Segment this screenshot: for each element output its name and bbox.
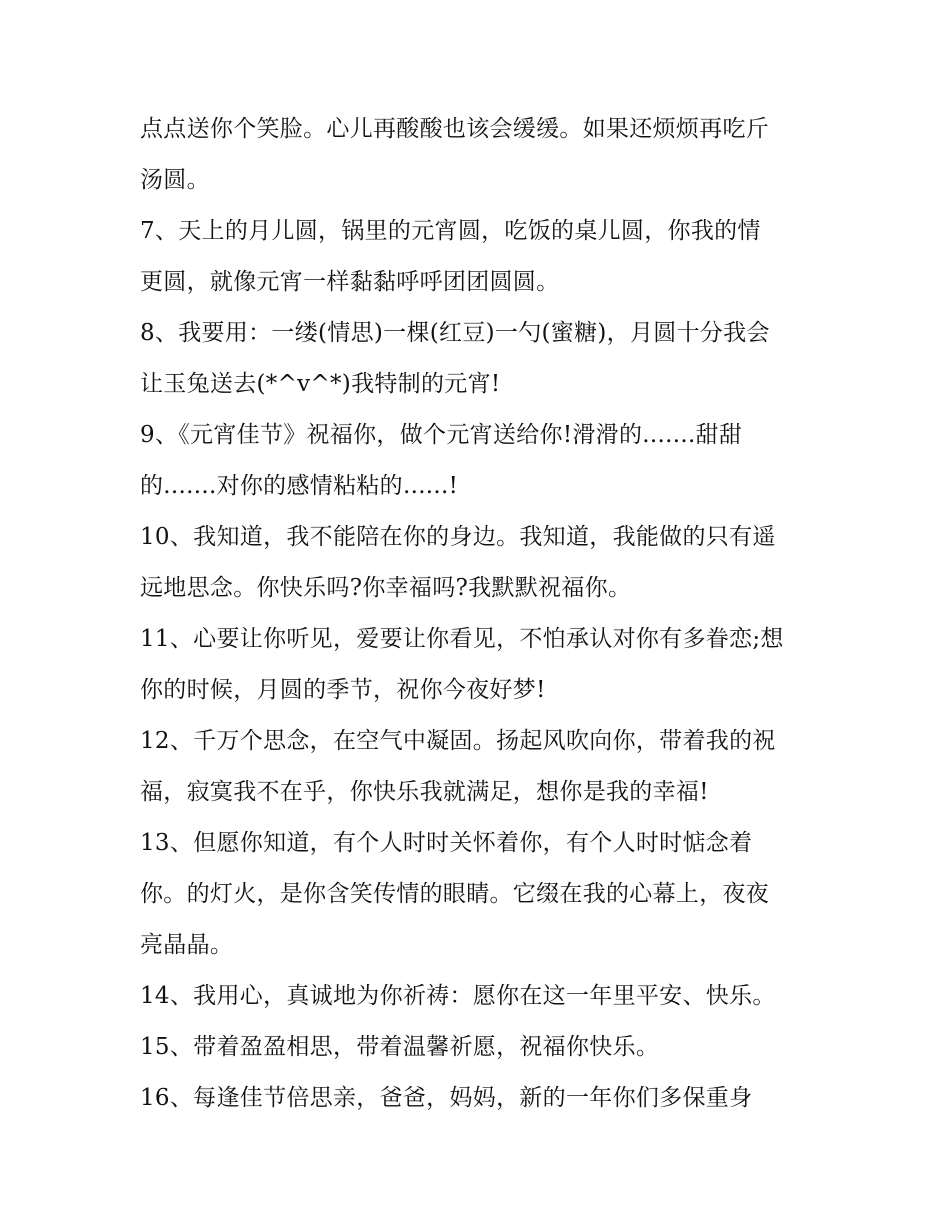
text-line: 你的时候，月圆的季节，祝你今夜好梦! [140, 677, 546, 703]
text-line: 的.......对你的感情粘粘的......! [140, 473, 459, 499]
text-line: 亮晶晶。 [140, 932, 234, 958]
text-line: 15、带着盈盈相思，带着温馨祈愿，祝福你快乐。 [140, 1034, 660, 1060]
text-line: 远地思念。你快乐吗?你幸福吗?我默默祝福你。 [140, 575, 632, 601]
text-line: 福，寂寞我不在乎，你快乐我就满足，想你是我的幸福! [140, 779, 709, 805]
text-line: 9、《元宵佳节》祝福你，做个元宵送给你!滑滑的.......甜甜 [140, 422, 743, 448]
text-line: 让玉兔送去(*^v^*)我特制的元宵! [140, 371, 501, 397]
text-line: 16、每逢佳节倍思亲，爸爸，妈妈，新的一年你们多保重身 [140, 1085, 753, 1111]
text-line: 8、我要用：一缕(情思)一棵(红豆)一勺(蜜糖)，月圆十分我会 [140, 320, 770, 346]
text-line: 7、天上的月儿圆，锅里的元宵圆，吃饭的桌儿圆，你我的情 [140, 218, 761, 244]
text-line: 点点送你个笑脸。心儿再酸酸也该会缓缓。如果还烦烦再吃斤 [140, 116, 770, 142]
text-line: 汤圆。 [140, 167, 210, 193]
text-line: 更圆，就像元宵一样黏黏呼呼团团圆圆。 [140, 269, 560, 295]
text-line: 12、千万个思念，在空气中凝固。扬起风吹向你，带着我的祝 [140, 728, 776, 754]
text-line: 10、我知道，我不能陪在你的身边。我知道，我能做的只有遥 [140, 524, 776, 550]
text-line: 你。的灯火，是你含笑传情的眼睛。它缀在我的心幕上，夜夜 [140, 881, 770, 907]
text-line: 14、我用心，真诚地为你祈祷：愿你在这一年里平安、快乐。 [140, 983, 776, 1009]
text-line: 11、心要让你听见，爱要让你看见，不怕承认对你有多眷恋;想 [140, 626, 784, 652]
document-body [140, 104, 820, 1124]
text-line: 13、但愿你知道，有个人时时关怀着你，有个人时时惦念着 [140, 830, 753, 856]
